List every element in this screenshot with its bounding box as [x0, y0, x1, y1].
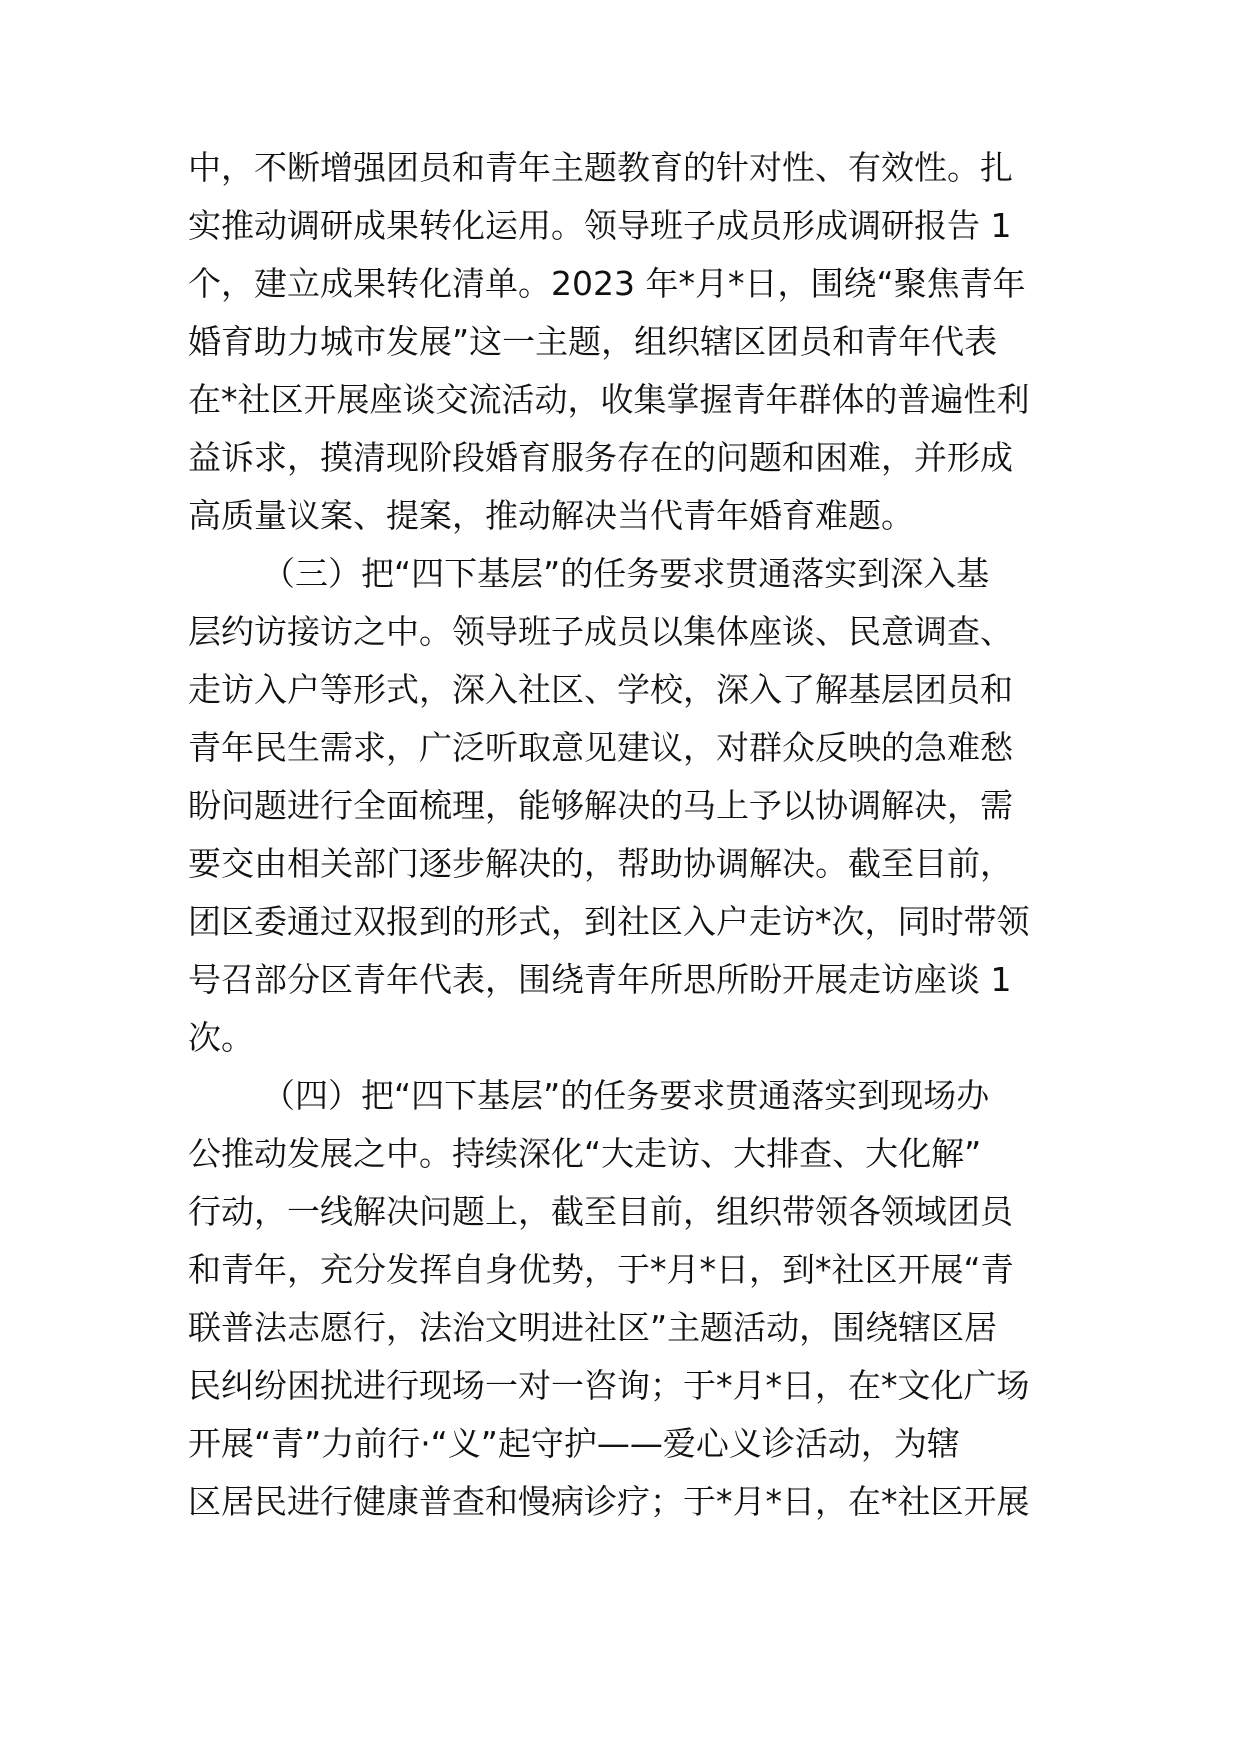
text-line: 开展“青”力前行·“义”起守护——爱心义诊活动，为辖 — [188, 1424, 960, 1463]
section-heading-line: （三）把“四下基层”的任务要求贯通落实到深入基 — [262, 554, 990, 593]
text-line: 盼问题进行全面梳理，能够解决的马上予以协调解决，需 — [188, 786, 1013, 825]
text-line: 区居民进行健康普查和慢病诊疗；于*月*日，在*社区开展 — [188, 1482, 1030, 1521]
text-line: 和青年，充分发挥自身优势，于*月*日，到*社区开展“青 — [188, 1250, 1014, 1289]
text-line: 青年民生需求，广泛听取意见建议，对群众反映的急难愁 — [188, 728, 1013, 767]
text-line: 号召部分区青年代表，围绕青年所思所盼开展走访座谈 1 — [188, 960, 1012, 999]
text-line: 实推动调研成果转化运用。领导班子成员形成调研报告 1 — [188, 206, 1012, 245]
text-line: 益诉求，摸清现阶段婚育服务存在的问题和困难，并形成 — [188, 438, 1013, 477]
section-heading-line: （四）把“四下基层”的任务要求贯通落实到现场办 — [262, 1076, 990, 1115]
text-line: 团区委通过双报到的形式，到社区入户走访*次，同时带领 — [188, 902, 1030, 941]
text-line: 次。 — [188, 1018, 254, 1057]
text-line: 走访入户等形式，深入社区、学校，深入了解基层团员和 — [188, 670, 1013, 709]
text-line: 个，建立成果转化清单。2023 年*月*日，围绕“聚焦青年 — [188, 264, 1026, 303]
text-line: 层约访接访之中。领导班子成员以集体座谈、民意调查、 — [188, 612, 1013, 651]
text-line: 行动，一线解决问题上，截至目前，组织带领各领域团员 — [188, 1192, 1013, 1231]
text-line: 联普法志愿行，法治文明进社区”主题活动，围绕辖区居 — [188, 1308, 998, 1347]
text-line: 要交由相关部门逐步解决的，帮助协调解决。截至目前， — [188, 844, 1013, 883]
text-line: 婚育助力城市发展”这一主题，组织辖区团员和青年代表 — [188, 322, 998, 361]
text-line: 公推动发展之中。持续深化“大走访、大排查、大化解” — [188, 1134, 982, 1173]
text-line: 中，不断增强团员和青年主题教育的针对性、有效性。扎 — [188, 148, 1013, 187]
text-line: 高质量议案、提案，推动解决当代青年婚育难题。 — [188, 496, 914, 535]
text-line: 民纠纷困扰进行现场一对一咨询；于*月*日，在*文化广场 — [188, 1366, 1030, 1405]
text-line: 在*社区开展座谈交流活动，收集掌握青年群体的普遍性利 — [188, 380, 1030, 419]
